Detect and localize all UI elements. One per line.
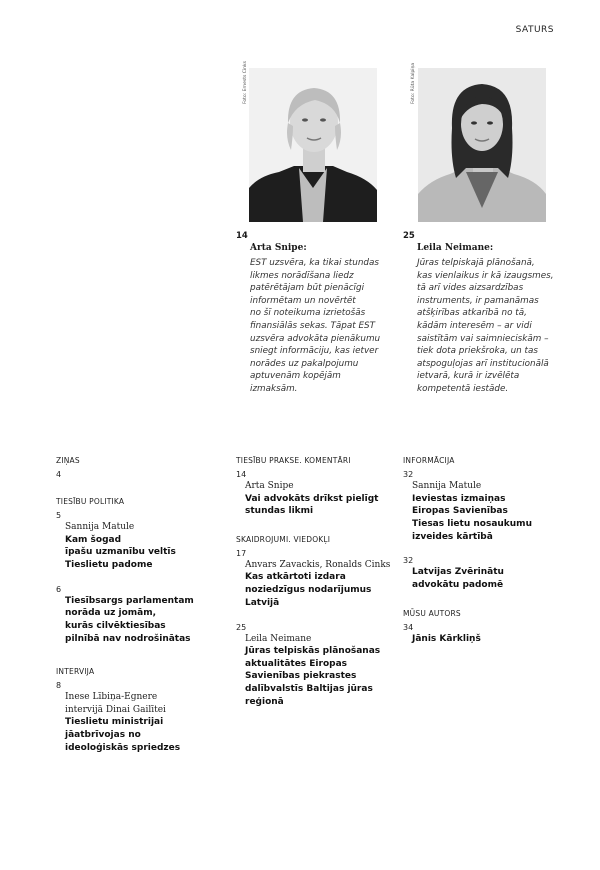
section-tiesibu-politika: TIESĪBU POLITIKA bbox=[56, 497, 125, 506]
quote-page-number: 25 bbox=[403, 231, 415, 241]
quote-text: Jūras telpiskajā plānošanā, kas vienlaikus ir kā izaugsmes, tā arī vides aizsardzības instruments, ir pamanāmas atšķirības atkarībā no tā, kādām interesēm – ar vidi saistītām vai saimnieciskām – tiek dota priekšroka, un tas atspoguļojas arī institucionālā ietvarā, kurā ir izvēlēta kompetentā iestāde. bbox=[417, 258, 554, 394]
article-title[interactable]: Jūras telpiskās plānošanas aktualitātes Eiropas Savienības piekrastes dalībvalstīs Baltijas jūras reģionā bbox=[245, 646, 381, 707]
toc-column-2 bbox=[236, 456, 396, 709]
toc-column-1 bbox=[56, 456, 216, 755]
page-number[interactable]: 17 bbox=[236, 548, 247, 558]
article-author: Anvars Zavackis, Ronalds Cinks bbox=[245, 559, 391, 570]
article-author: Inese Lībiņa-Egnere intervijā Dinai Gailītei bbox=[65, 692, 166, 715]
section-musu-autors: MŪSU AUTORS bbox=[403, 608, 461, 618]
portrait-photo-arta-snipe bbox=[249, 68, 377, 222]
quote-page-number: 14 bbox=[236, 231, 248, 241]
page-number[interactable]: 25 bbox=[236, 622, 247, 632]
quote-leila-neimane bbox=[403, 231, 578, 396]
quote-text: EST uzsvēra, ka tikai stundas likmes norādīšana liedz patērētājam būt pienācīgi informētam un novērtēt no šī noteikuma izrietošās finansiālās sekas. Tāpat EST uzsvēra advokāta pienākumu sniegt informāciju, kas ietver norādes uz pakalpojumu aptuvenām kopējām izmaksām. bbox=[250, 258, 381, 394]
article-title[interactable]: Ieviestas izmaiņas Eiropas Savienības Tiesas lietu nosaukumu izveides kārtībā bbox=[412, 493, 532, 542]
photo-credit: Foto: Rūta Kalpiņa bbox=[411, 62, 416, 104]
article-author: Sannija Matule bbox=[412, 481, 482, 491]
section-tiesibu-prakse: TIESĪBU PRAKSE. KOMENTĀRI bbox=[236, 456, 351, 465]
toc-column-3 bbox=[403, 456, 563, 645]
article-author: Leila Neimane bbox=[245, 633, 312, 644]
page-number[interactable]: 5 bbox=[56, 511, 62, 520]
portrait-photo-leila-neimane bbox=[418, 68, 546, 222]
article-author: Arta Snipe bbox=[245, 481, 294, 491]
page-number[interactable]: 8 bbox=[56, 681, 62, 691]
article-title[interactable]: Tieslietu ministrijai jāatbrīvojas no ideoloģiskās spriedzes bbox=[65, 717, 181, 753]
section-informacija: INFORMĀCIJA bbox=[403, 456, 455, 465]
page-number[interactable]: 14 bbox=[236, 470, 247, 479]
page-number[interactable]: 32 bbox=[403, 470, 414, 479]
quote-author: Leila Neimane: bbox=[417, 243, 494, 253]
section-intervija: INTERVIJA bbox=[56, 667, 95, 677]
article-author: Sannija Matule bbox=[65, 522, 135, 532]
article-title[interactable]: Vai advokāts drīkst pielīgt stundas likmi bbox=[245, 493, 379, 517]
article-title[interactable]: Kam šogad īpašu uzmanību veltīs Tieslietu padome bbox=[65, 534, 176, 570]
page-number[interactable]: 32 bbox=[403, 556, 414, 566]
article-title[interactable]: Kas atkārtoti izdara noziedzīgus nodarījumus Latvijā bbox=[245, 572, 372, 608]
page-number[interactable]: 6 bbox=[56, 584, 62, 594]
page-header: SATURS bbox=[515, 25, 554, 35]
article-title[interactable]: Jānis Kārkliņš bbox=[412, 633, 481, 644]
quote-author: Arta Snipe: bbox=[250, 243, 307, 253]
quote-arta-snipe bbox=[236, 231, 396, 396]
photo-credit: Foto: Ernests Cinks bbox=[243, 61, 248, 104]
section-skaidrojumi: SKAIDROJUMI. VIEDOKĻI bbox=[236, 534, 331, 544]
article-title[interactable]: Latvijas Zvērinātu advokātu padomē bbox=[412, 567, 504, 591]
page-number[interactable]: 4 bbox=[56, 470, 62, 479]
section-zinas: ZIŅAS bbox=[56, 456, 80, 465]
article-title[interactable]: Tiesībsargs parlamentam norāda uz jomām, kurās cilvēktiesības pilnībā nav nodrošinātas bbox=[65, 595, 194, 644]
page-number[interactable]: 34 bbox=[403, 622, 414, 632]
